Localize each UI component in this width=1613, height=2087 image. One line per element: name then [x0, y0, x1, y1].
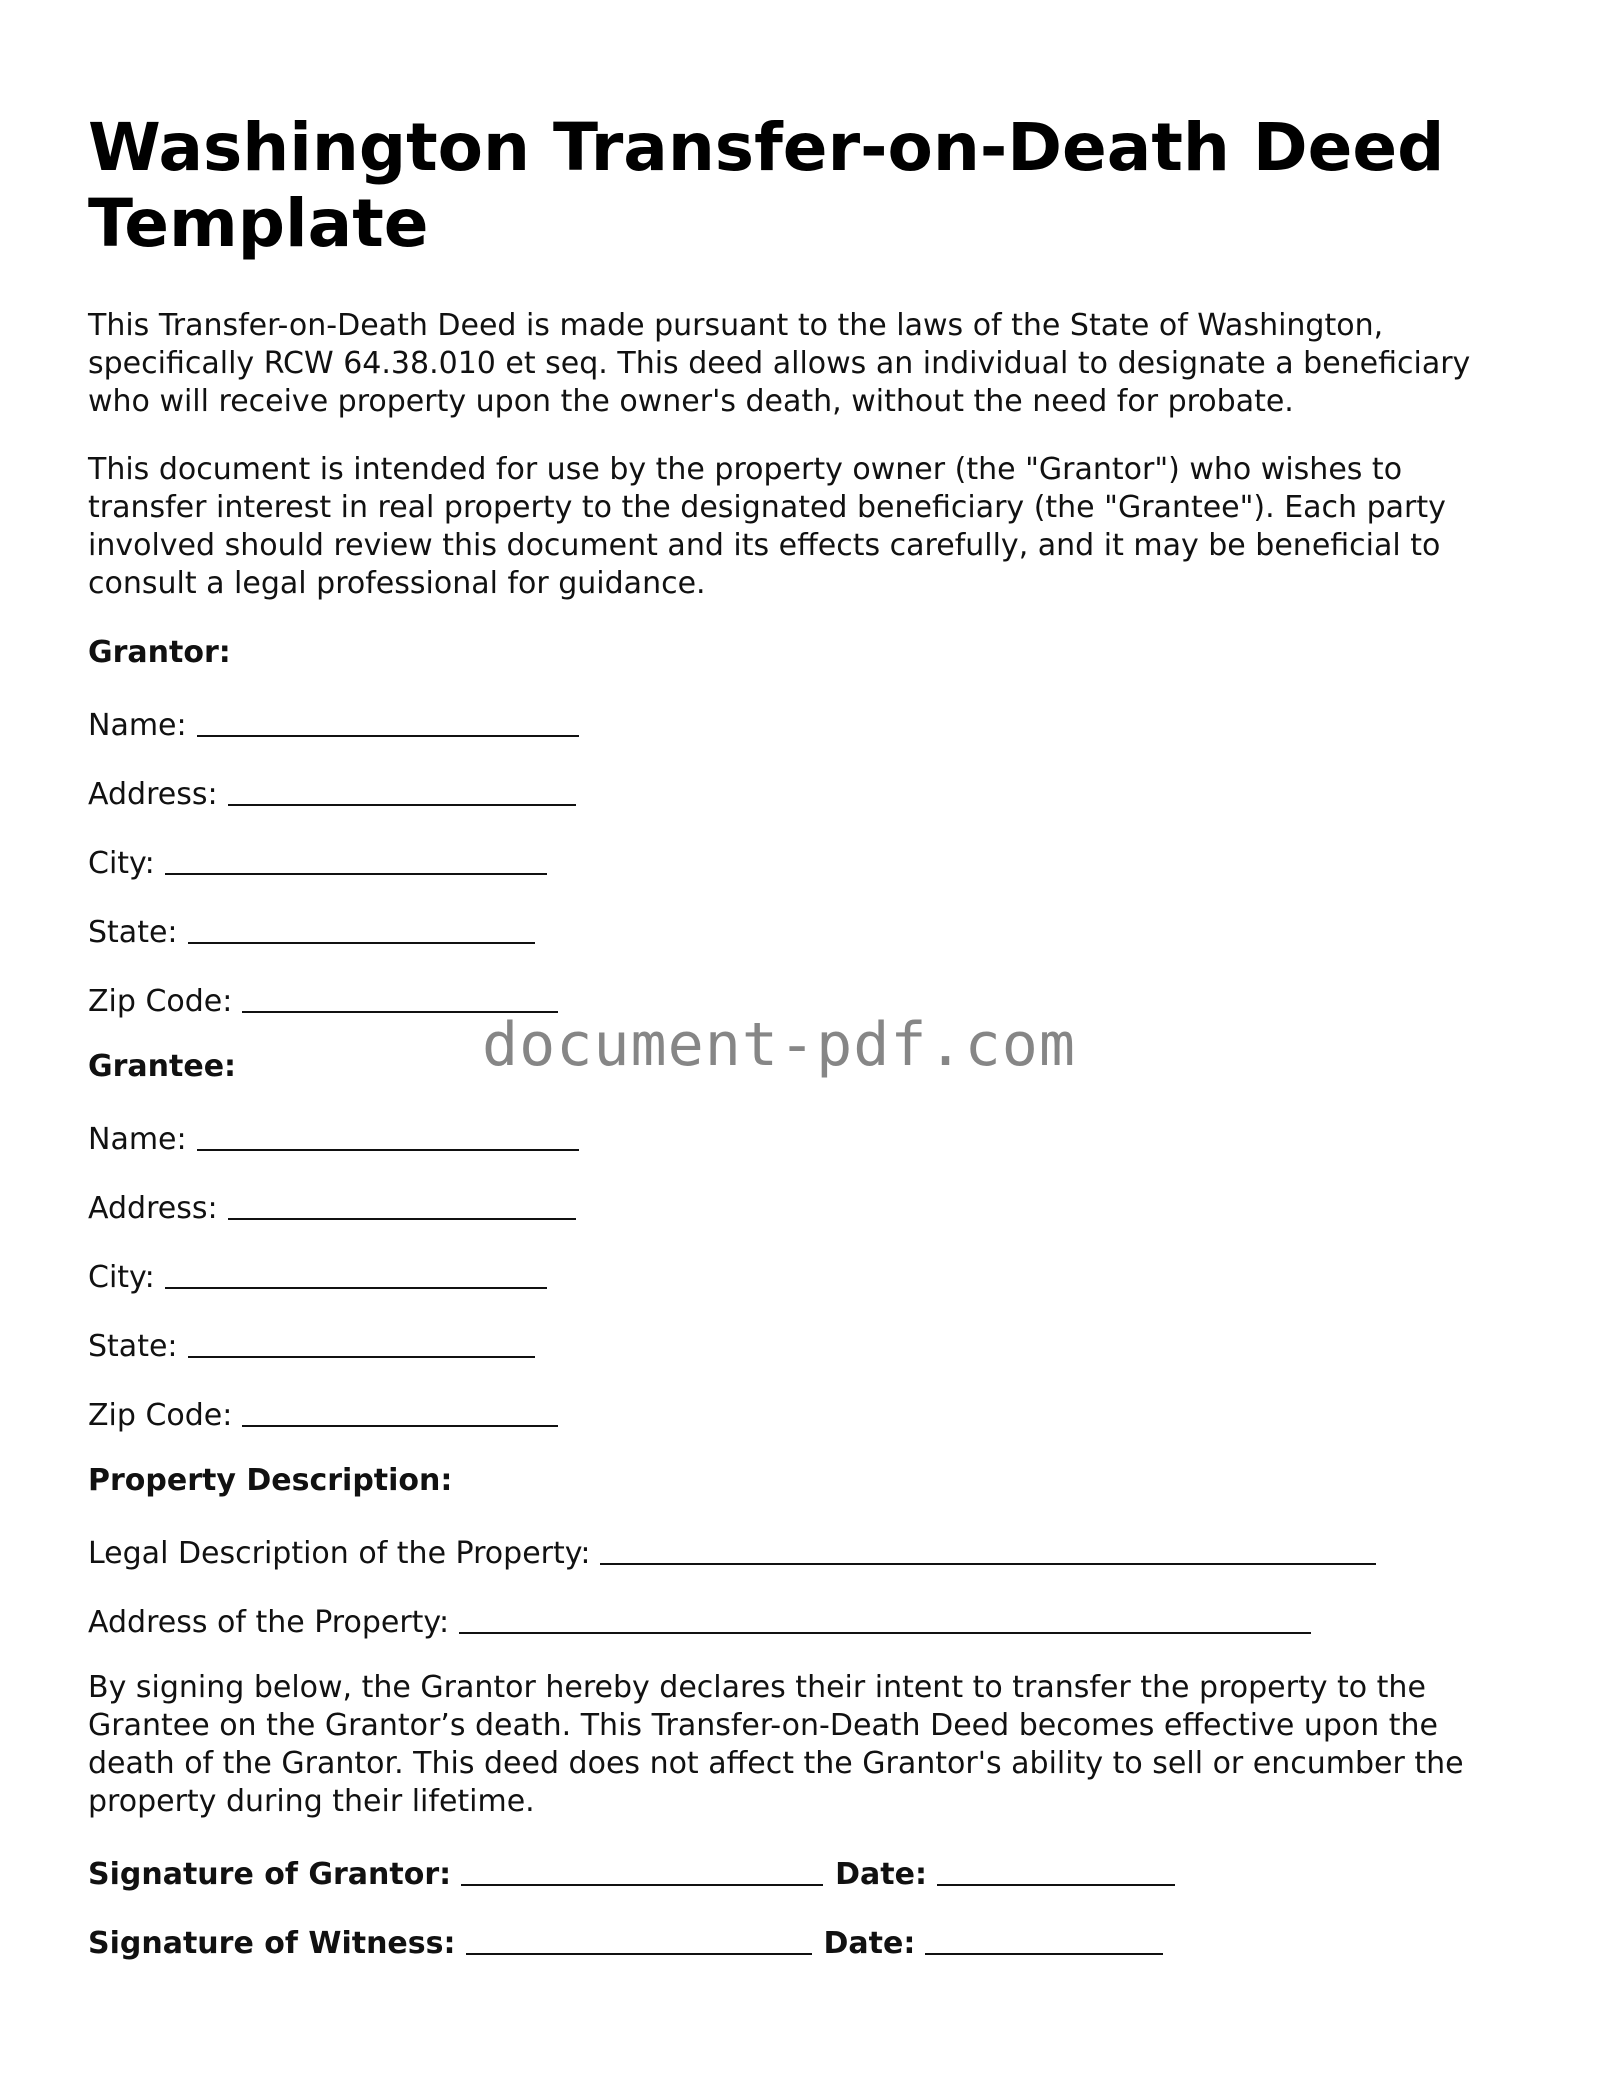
grantee-name-row	[88, 1117, 1528, 1155]
grantee-state-row	[88, 1324, 1528, 1362]
grantor-city-field[interactable]	[165, 843, 547, 875]
grantee-city-row	[88, 1255, 1528, 1293]
grantor-city-label: City:	[88, 846, 155, 881]
grantor-city-row	[88, 841, 1528, 879]
property-legal-label: Legal Description of the Property:	[88, 1536, 591, 1571]
grantee-zip-field[interactable]	[242, 1395, 558, 1427]
grantor-date-field[interactable]	[937, 1854, 1175, 1886]
grantor-signature-label: Signature of Grantor:	[88, 1857, 452, 1892]
property-heading: Property Description:	[88, 1463, 453, 1498]
grantee-address-label: Address:	[88, 1191, 218, 1226]
grantee-city-field[interactable]	[165, 1257, 547, 1289]
grantor-name-field[interactable]	[197, 705, 579, 737]
grantor-zip-field[interactable]	[242, 981, 558, 1013]
watermark-text: document-pdf.com	[482, 1010, 1076, 1080]
property-address-label: Address of the Property:	[88, 1605, 450, 1640]
intro-paragraph-2: This document is intended for use by the property owner (the "Grantor") who wishes to transfer interest in real property to the designated beneficiary (the "Grantee"). Each party involved should review this document and its effects carefully, and it may be beneficial to consult a legal professional for guidance.	[88, 452, 1446, 601]
property-address-field[interactable]	[459, 1602, 1311, 1634]
grantee-address-row	[88, 1186, 1528, 1224]
grantor-address-row	[88, 772, 1528, 810]
grantor-signature-row	[88, 1852, 1528, 1890]
grantor-signature-field[interactable]	[461, 1854, 823, 1886]
grantor-heading: Grantor:	[88, 635, 231, 670]
grantee-name-field[interactable]	[197, 1119, 579, 1151]
grantee-zip-label: Zip Code:	[88, 1398, 233, 1433]
intro-paragraph-1: This Transfer-on-Death Deed is made pursuant to the laws of the State of Washington, specifically RCW 64.38.010 et seq. This deed allows an individual to designate a beneficiary who will receive property upon the owner's death, without the need for probate.	[88, 308, 1471, 419]
grantor-state-row	[88, 910, 1528, 948]
document-title: Washington Transfer-on-Death Deed Template	[88, 109, 1445, 262]
property-address-row	[88, 1600, 1528, 1638]
witness-date-field[interactable]	[925, 1923, 1163, 1955]
witness-signature-field[interactable]	[466, 1923, 812, 1955]
grantee-state-field[interactable]	[188, 1326, 535, 1358]
grantee-zip-row	[88, 1393, 1528, 1431]
witness-signature-row	[88, 1921, 1528, 1959]
grantor-date-label: Date:	[835, 1857, 927, 1892]
grantor-zip-label: Zip Code:	[88, 984, 233, 1019]
grantee-heading: Grantee:	[88, 1049, 237, 1084]
grantee-city-label: City:	[88, 1260, 155, 1295]
grantor-name-row	[88, 703, 1528, 741]
grantee-name-label: Name:	[88, 1122, 187, 1157]
grantor-state-label: State:	[88, 915, 178, 950]
grantee-address-field[interactable]	[228, 1188, 576, 1220]
property-legal-row	[88, 1531, 1528, 1569]
property-legal-field[interactable]	[600, 1533, 1376, 1565]
witness-date-label: Date:	[823, 1926, 916, 1961]
grantor-address-label: Address:	[88, 777, 218, 812]
grantor-address-field[interactable]	[228, 774, 576, 806]
grantee-state-label: State:	[88, 1329, 178, 1364]
closing-paragraph: By signing below, the Grantor hereby declares their intent to transfer the property to the Grantee on the Grantor’s death. This Transfer-on-Death Deed becomes effective upon the death of the Grantor. This deed does not affect the Grantor's ability to sell or encumber the property during their lifetime.	[88, 1670, 1464, 1819]
witness-signature-label: Signature of Witness:	[88, 1926, 456, 1961]
grantor-name-label: Name:	[88, 708, 187, 743]
grantor-state-field[interactable]	[188, 912, 535, 944]
